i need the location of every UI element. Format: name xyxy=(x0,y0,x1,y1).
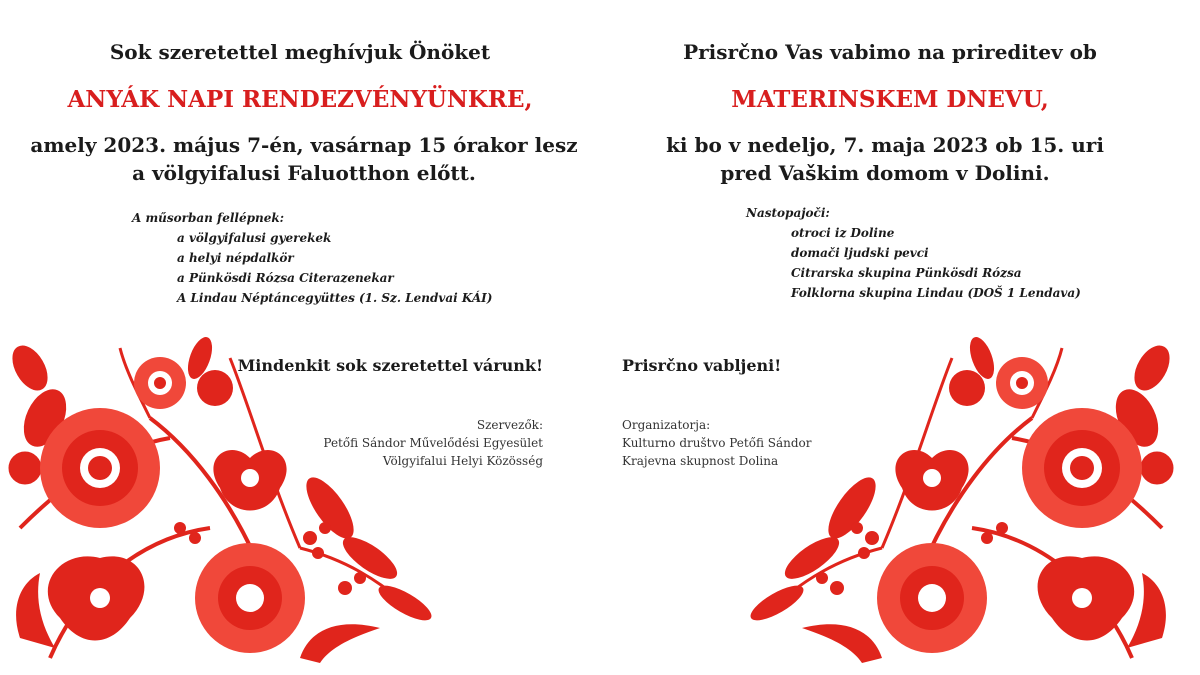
performer-item: a Pünkösdi Rózsa Citerazenekar xyxy=(177,271,394,285)
organizer-item: Petőfi Sándor Művelődési Egyesület xyxy=(323,436,543,450)
performer-item: a völgyifalusi gyerekek xyxy=(177,231,332,245)
welcome-text: Mindenkit sok szeretettel várunk! xyxy=(237,356,543,375)
event-title: MATERINSKEM DNEVU, xyxy=(731,86,1049,113)
performer-item: otroci iz Doline xyxy=(791,226,895,240)
organizer-item: Kulturno društvo Petőfi Sándor xyxy=(622,436,812,450)
performers-list xyxy=(132,228,492,308)
details-line: a völgyifalusi Faluotthon előtt. xyxy=(132,161,476,185)
performers-list xyxy=(746,223,1081,303)
slovenian-invitation xyxy=(600,0,1200,675)
performers-block xyxy=(132,208,492,308)
performer-item: A Lindau Néptáncegyüttes (1. Sz. Lendvai KÁI) xyxy=(177,291,493,305)
organizer-item: Völgyifalui Helyi Közösség xyxy=(382,454,543,468)
welcome-text: Prisrčno vabljeni! xyxy=(622,356,782,375)
details-line: amely 2023. május 7-én, vasárnap 15 órakor lesz xyxy=(30,133,578,157)
event-title: ANYÁK NAPI RENDEZVÉNYÜNKRE, xyxy=(67,86,533,113)
event-details xyxy=(600,131,1170,187)
performer-item: domači ljudski pevci xyxy=(791,246,929,260)
details-line: pred Vaškim domom v Dolini. xyxy=(720,161,1050,185)
performers-block xyxy=(746,203,1081,303)
organizer-item: Krajevna skupnost Dolina xyxy=(622,454,779,468)
organizers-title: Organizatorja: xyxy=(622,418,711,432)
performer-item: Citrarska skupina Pünkösdi Rózsa xyxy=(791,266,1022,280)
organizers-title: Szervezők: xyxy=(476,418,543,432)
performer-item: Folklorna skupina Lindau (DOŠ 1 Lendava) xyxy=(791,286,1081,300)
event-details xyxy=(20,131,588,187)
floral-ornament-icon xyxy=(0,328,440,668)
performer-item: a helyi népdalkör xyxy=(177,251,294,265)
details-line: ki bo v nedeljo, 7. maja 2023 ob 15. uri xyxy=(666,133,1104,157)
performers-title: Nastopajoči: xyxy=(746,206,830,220)
floral-ornament-icon xyxy=(742,328,1182,668)
intro-text: Prisrčno Vas vabimo na prireditev ob xyxy=(683,40,1097,64)
performers-title: A műsorban fellépnek: xyxy=(132,211,285,225)
intro-text: Sok szeretettel meghívjuk Önöket xyxy=(109,40,491,64)
